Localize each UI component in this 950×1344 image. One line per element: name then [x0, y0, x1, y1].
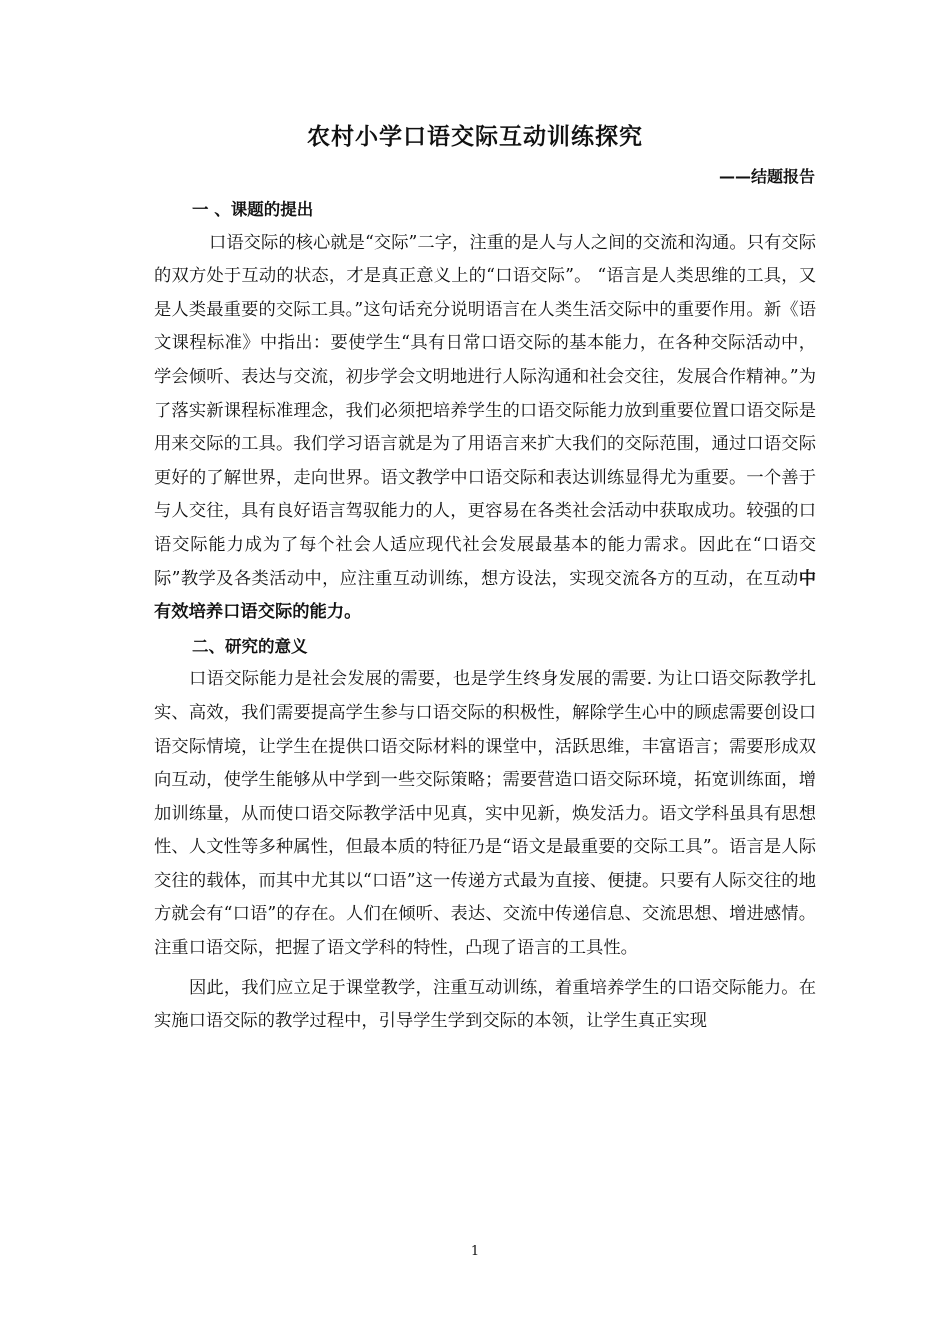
section-heading-proposal: 一 、课题的提出 [192, 200, 314, 219]
document-body [154, 193, 816, 1039]
document-title: 农村小学口语交际互动训练探究 [307, 124, 643, 150]
section-paragraph [154, 227, 816, 630]
paragraph-text: 口语交际的核心就是“交际”二字，注重的是人与人之间的交流和沟通。只有交际的双方处于互动的状态，才是真正意义上的“口语交际”。 “语言是人类思维的工具，又是人类最重要的交际工具。”这句话充分说明语言在人类生活交际中的重要作用。新《语文课程标准》中指出：要使学生“具有日常口语交际的基本能力，在各种交际活动中，学会倾听、表达与交流，初步学会文明地进行人际沟通和社会交往，发展合作精神。”为了落实新课程标准理念，我们必须把培养学生的口语交际能力放到重要位置口语交际是用来交际的工具。我们学习语言就是为了用语言来扩大我们的交际范围，通过口语交际更好的了解世界，走向世界。语文教学中口语交际和表达训练显得尤为重要。一个善于与人交往，具有良好语言驾驭能力的人，更容易在各类社会活动中获取成功。较强的口语交际能力成为了每个社会人适应现代社会发展最基本的能力需求。因此在“口语交际”教学及各类活动中，应注重互动训练，想方设法，实现交流各方的互动，在互动 [154, 232, 816, 589]
page-number: 1 [470, 1244, 480, 1259]
paragraph-bold-text: 中有效培养口语交际的能力。 [154, 568, 816, 623]
section-paragraph: 因此，我们应立足于课堂教学，注重互动训练，着重培养学生的口语交际能力。在实施口语交际的教学过程中，引导学生学到交际的本领，让学生真正实现 [154, 977, 816, 1032]
document-subtitle: ——结题报告 [718, 167, 815, 186]
section-paragraph: 口语交际能力是社会发展的需要，也是学生终身发展的需要. 为让口语交际教学扎实、高效，我们需要提高学生参与口语交际的积极性，解除学生心中的顾虑需要创设口语交际情境，让学生在提供口语交际材料的课堂中，活跃思维，丰富语言；需要形成双向互动，使学生能够从中学到一些交际策略；需要营造口语交际环境，拓宽训练面，增加训练量，从而使口语交际教学活中见真，实中见新，焕发活力。语文学科虽具有思想性、人文性等多种属性，但最本质的特征乃是“语文是最重要的交际工具”。语言是人际交往的载体，而其中尤其以“口语”这一传递方式最为直接、便捷。只要有人际交往的地方就会有“口语”的存在。人们在倾听、表达、交流中传递信息、交流思想、增进感情。注重口语交际，把握了语文学科的特性，凸现了语言的工具性。 [154, 669, 816, 959]
section-heading-significance: 二、研究的意义 [192, 636, 308, 656]
